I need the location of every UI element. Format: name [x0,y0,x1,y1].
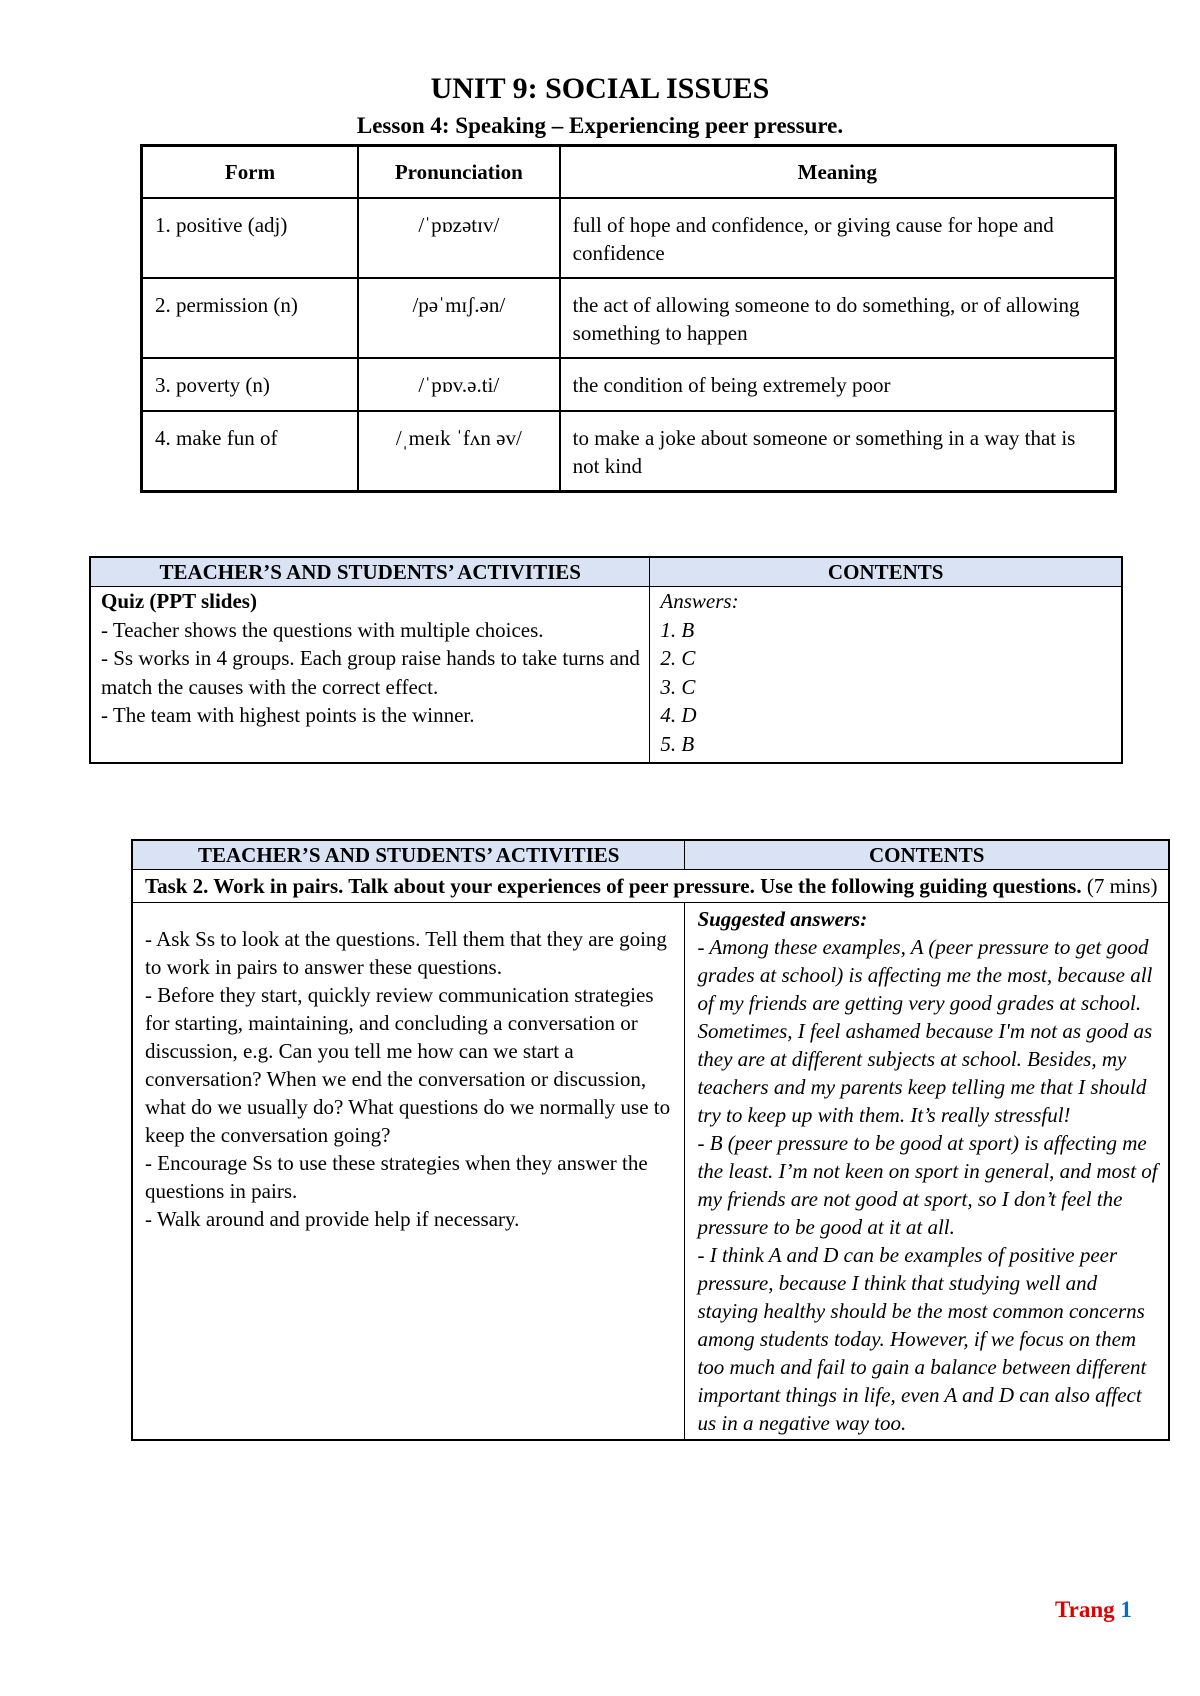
suggested-answers-cell [685,903,1169,1441]
table-row [142,358,1116,411]
table-header-row [132,840,1169,870]
activity-line: - Ask Ss to look at the questions. Tell them that they are going to work in pairs to answer these questions. [145,927,667,979]
answer-item: 3. C [660,674,696,699]
activity-line: - Walk around and provide help if necessary. [145,1207,520,1231]
answer-item: 4. D [660,703,697,727]
table-row [142,278,1116,358]
page-number-value: 1 [1120,1597,1132,1622]
vocab-form: 3. poverty (n) [142,358,359,411]
vocab-form: 4. make fun of [142,411,359,492]
task-title-cell [132,870,1169,903]
column-header-meaning: Meaning [560,146,1116,199]
column-header-form: Form [142,146,359,199]
column-header-activities: TEACHER’S AND STUDENTS’ ACTIVITIES [90,557,650,587]
quiz-activity-title: Quiz (PPT slides) [101,589,257,613]
unit-title: UNIT 9: SOCIAL ISSUES [430,72,770,105]
vocab-meaning: the act of allowing someone to do something, or of allowing something to happen [560,278,1116,358]
answers-label: Answers: [660,589,739,613]
task-time: (7 mins) [1081,874,1158,898]
suggested-answer: - I think A and D can be examples of positive peer pressure, because I think that studying well and staying healthy should be the most common concerns among students today. However, if we focus on them too much and fail to gain a balance between different important things in life, even A and D can also affect us in a negative way too. [697,1243,1147,1435]
task-activities-table [131,839,1170,1441]
vocab-pronunciation: /ˈpɒzətɪv/ [358,198,560,278]
table-row [132,870,1169,903]
table-header-row [142,146,1116,199]
activity-line: - Teacher shows the questions with multiple choices. [101,617,544,642]
table-row [142,198,1116,278]
task-activities-cell [132,903,685,1441]
vocab-meaning: the condition of being extremely poor [560,358,1116,411]
vocabulary-table [140,144,1117,493]
vocab-pronunciation: /pəˈmɪʃ.ən/ [358,278,560,358]
activity-line: - Encourage Ss to use these strategies when they answer the questions in pairs. [145,1151,648,1203]
quiz-activities-table [89,556,1123,764]
column-header-activities: TEACHER’S AND STUDENTS’ ACTIVITIES [132,840,685,870]
vocab-form: 1. positive (adj) [142,198,359,278]
vocab-form: 2. permission (n) [142,278,359,358]
suggested-answers-label: Suggested answers: [697,907,868,931]
page-number [1055,1596,1132,1624]
lesson-title: Lesson 4: Speaking – Experiencing peer pressure. [356,113,844,138]
column-header-contents: CONTENTS [650,557,1122,587]
answer-item: 1. B [660,617,695,642]
column-header-pronunciation: Pronunciation [358,146,560,199]
table-row [132,903,1169,1441]
suggested-answer: - B (peer pressure to be good at sport) is affecting me the least. I’m not keen on sport in general, and most of my friends are not good at sport, so I don’t feel the pressure to be good at it at all. [697,1131,1158,1239]
quiz-answers-cell [650,587,1122,764]
column-header-contents: CONTENTS [685,840,1169,870]
answer-item: 5. B [660,731,695,756]
suggested-answer: - Among these examples, A (peer pressure to get good grades at school) is affecting me the most, because all of my friends are getting very good grades at school. Sometimes, I feel ashamed because I'm not as good as they are at different subjects at school. Besides, my teachers and my parents keep telling me that I should try to keep up with them. It’s really stressful! [697,935,1153,1127]
vocab-meaning: to make a joke about someone or something in a way that is not kind [560,411,1116,492]
vocab-meaning: full of hope and confidence, or giving cause for hope and confidence [560,198,1116,278]
activity-line: - The team with highest points is the winner. [101,703,475,727]
vocab-pronunciation: /ˌmeɪk ˈfʌn əv/ [358,411,560,492]
answer-item: 2. C [660,646,696,670]
page-label: Trang [1055,1597,1115,1622]
table-row [90,587,1122,764]
task-title: Task 2. Work in pairs. Talk about your experiences of peer pressure. Use the following guiding questions. [145,874,1082,898]
activity-line: - Ss works in 4 groups. Each group raise hands to take turns and match the causes with the correct effect. [101,646,640,699]
vocab-pronunciation: /ˈpɒv.ə.ti/ [358,358,560,411]
table-row [142,411,1116,492]
table-header-row [90,557,1122,587]
activity-line: - Before they start, quickly review communication strategies for starting, maintaining, and concluding a conversation or discussion, e.g. Can you tell me how can we start a conversation? When we end the conversation or discussion, what do we usually do? What questions do we normally use to keep the conversation going? [145,983,671,1147]
quiz-activities-cell [90,587,650,764]
